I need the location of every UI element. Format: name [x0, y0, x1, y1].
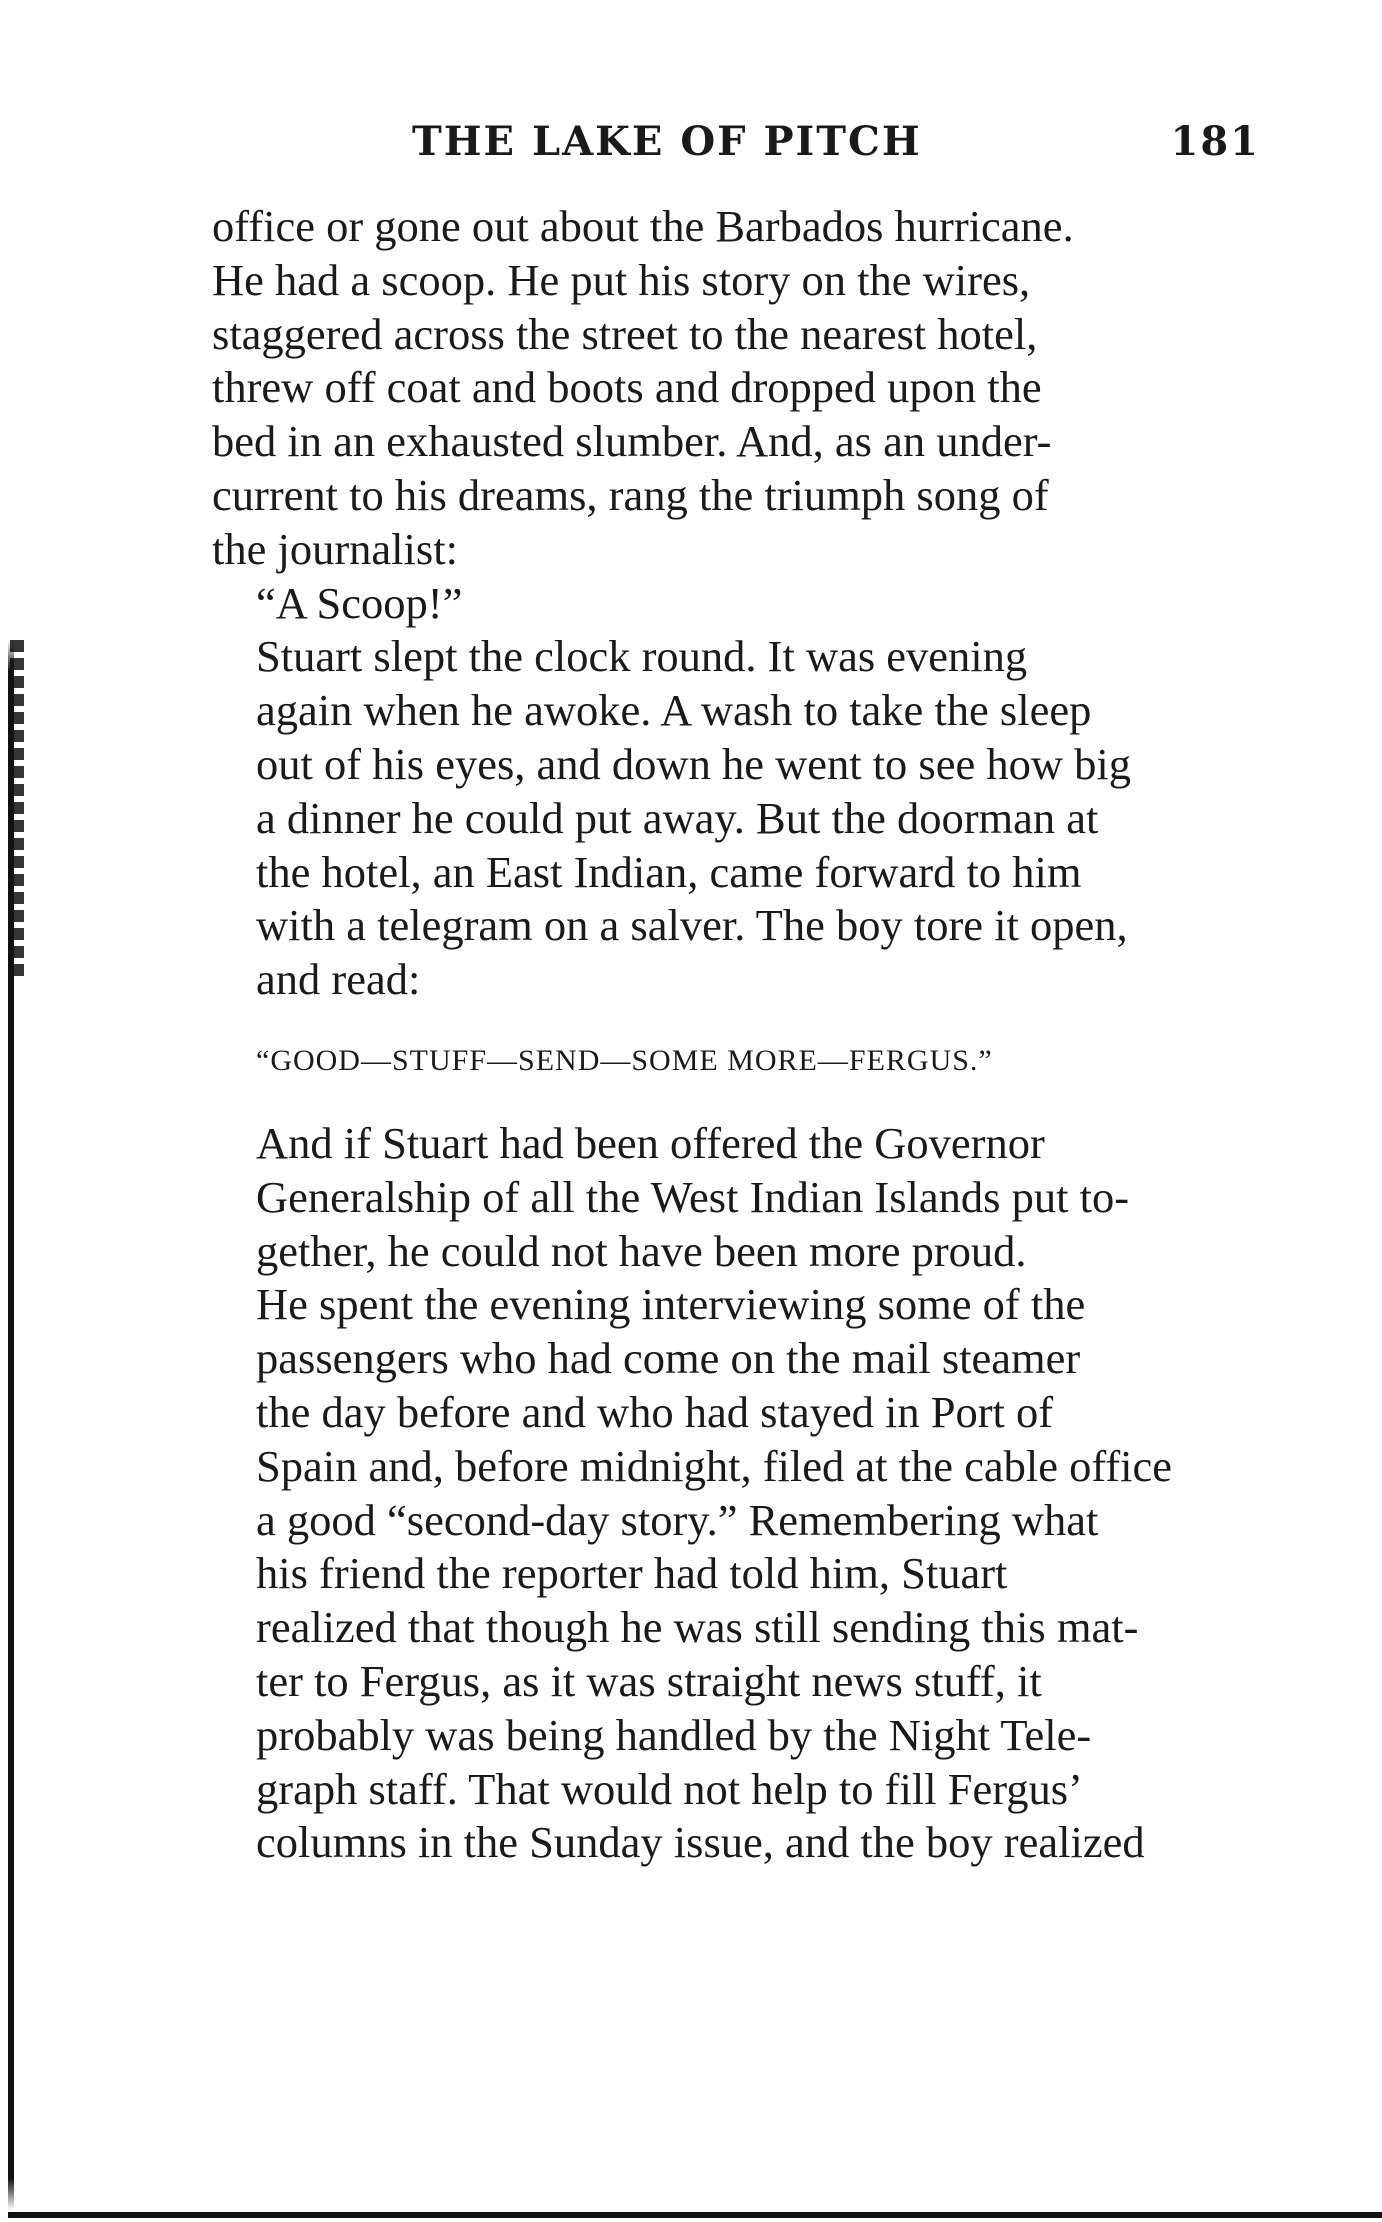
text-line: He had a scoop. He put his story on the wires, — [212, 254, 1031, 305]
text-line: a dinner he could put away. But the doorman at — [256, 792, 1099, 843]
text-line: a good “second-day story.” Remembering what — [256, 1494, 1099, 1545]
quote-paragraph — [212, 577, 1260, 631]
body-text — [212, 200, 1260, 1870]
quote-line: “A Scoop!” — [256, 577, 463, 628]
paragraph-4 — [212, 1278, 1260, 1870]
page-number: 181 — [1170, 118, 1260, 165]
text-line: Spain and, before midnight, filed at the cable office — [256, 1440, 1173, 1491]
text-line: probably was being handled by the Night Tele- — [256, 1709, 1092, 1760]
scan-shadow-left-fragment — [10, 640, 24, 980]
text-line: office or gone out about the Barbados hurricane. — [212, 201, 1074, 251]
text-line: ter to Fergus, as it was straight news stuff, it — [256, 1655, 1042, 1706]
text-line: And if Stuart had been offered the Governor — [256, 1117, 1045, 1168]
scan-shadow-bottom — [8, 2212, 1382, 2218]
paragraph-3 — [212, 1117, 1260, 1278]
text-line: the day before and who had stayed in Port of — [256, 1386, 1054, 1437]
paragraph-1 — [212, 200, 1260, 577]
text-line: staggered across the street to the nearest hotel, — [212, 308, 1038, 359]
text-line: the journalist: — [212, 523, 458, 574]
paragraph-2 — [212, 630, 1260, 1007]
text-line: realized that though he was still sending this mat- — [256, 1602, 1139, 1653]
text-line: bed in an exhausted slumber. And, as an under- — [212, 416, 1052, 467]
text-line: columns in the Sunday issue, and the boy realized — [256, 1817, 1145, 1868]
text-line: his friend the reporter had told him, Stuart — [256, 1548, 1008, 1599]
text-line: passengers who had come on the mail steamer — [256, 1333, 1081, 1384]
text-line: He spent the evening interviewing some of the — [256, 1279, 1086, 1330]
text-line: gether, he could not have been more proud. — [256, 1225, 1027, 1276]
text-line: the hotel, an East Indian, came forward to him — [256, 846, 1082, 897]
running-head — [212, 118, 1260, 178]
text-line: with a telegram on a salver. The boy tore it open, — [256, 900, 1128, 951]
running-title: THE LAKE OF PITCH — [412, 118, 922, 165]
telegram-text: “GOOD—STUFF—SEND—SOME MORE—FERGUS.” — [256, 1043, 993, 1077]
text-line: out of his eyes, and down he went to see how big — [256, 738, 1132, 789]
text-line: again when he awoke. A wash to take the sleep — [256, 685, 1092, 736]
text-line: and read: — [256, 954, 421, 1005]
text-line: threw off coat and boots and dropped upon the — [212, 362, 1042, 413]
text-line: Generalship of all the West Indian Islands put to- — [256, 1171, 1130, 1222]
text-line: current to his dreams, rang the triumph song of — [212, 469, 1049, 520]
text-line: Stuart slept the clock round. It was evening — [256, 631, 1028, 682]
text-line: graph staff. That would not help to fill Fergus’ — [256, 1763, 1083, 1814]
